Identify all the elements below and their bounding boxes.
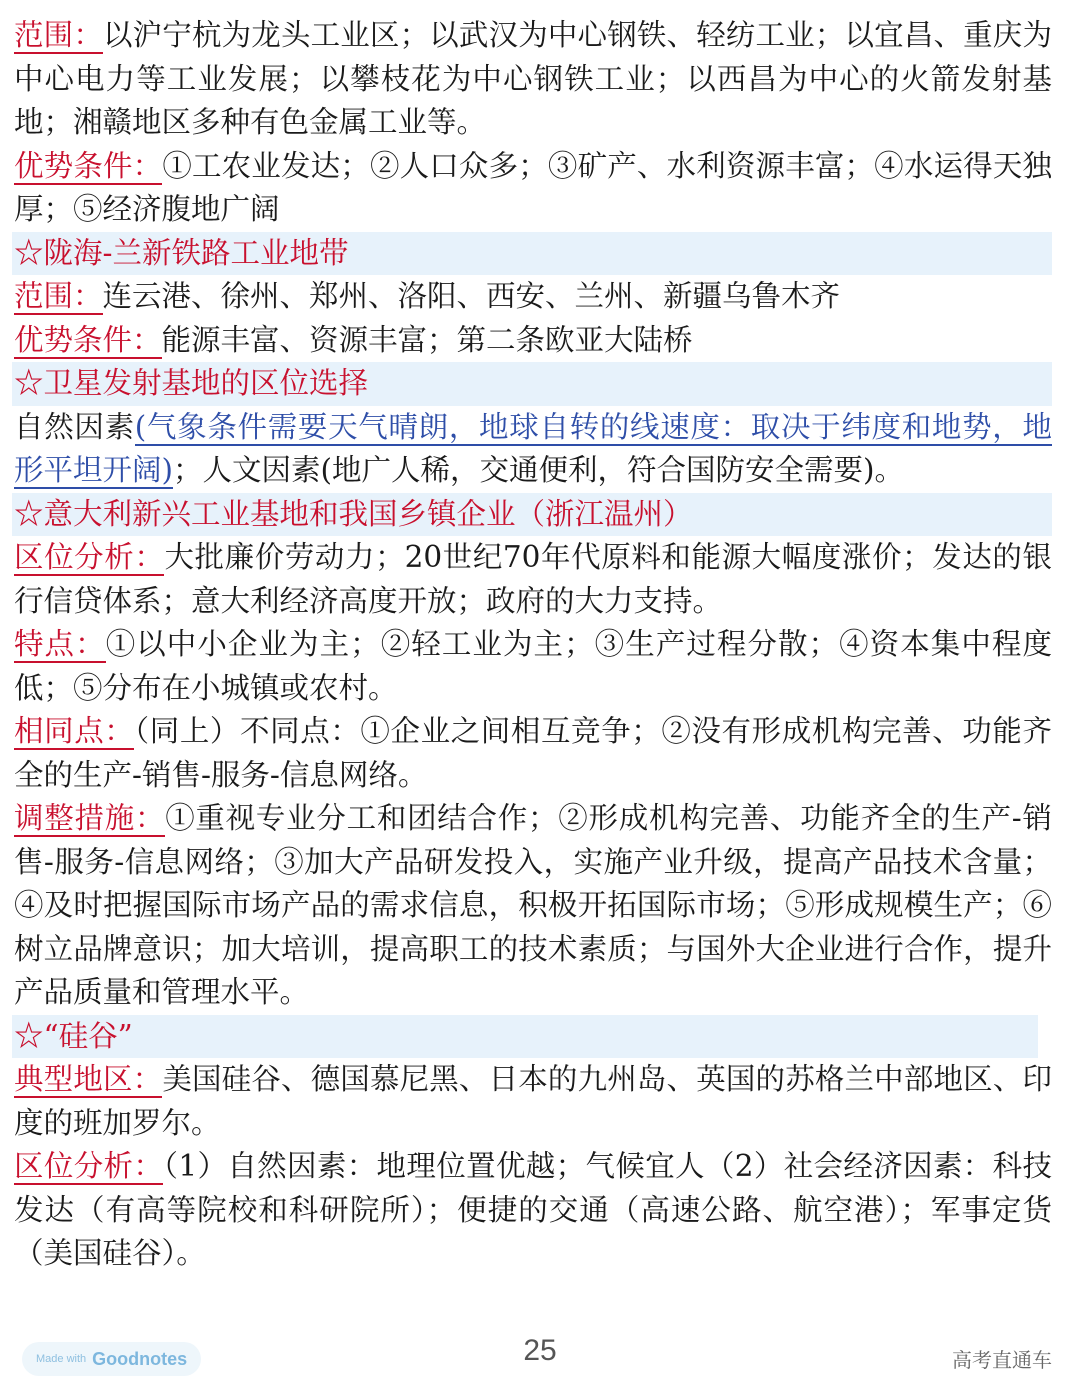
- label-advantage: 优势条件：: [14, 322, 162, 357]
- advantage-paragraph-1: [12, 145, 1052, 232]
- location-analysis-paragraph-1: [12, 536, 1052, 623]
- watermark: 高考直通车: [952, 1348, 1052, 1372]
- location-analysis-paragraph-2: [12, 1145, 1052, 1276]
- similarity-paragraph: [12, 710, 1052, 797]
- label-measures: 调整措施：: [14, 801, 166, 835]
- human-factor-text: ；人文因素(地广人稀，交通便利，符合国防安全需要)。: [173, 453, 905, 487]
- star-icon: ☆: [14, 496, 44, 531]
- star-icon: ☆: [14, 235, 44, 270]
- label-scope: 范围：: [14, 18, 103, 52]
- location-analysis-text: （1）自然因素：地理位置优越；气候宜人（2）社会经济因素：科技发达（有高等院校和科研院所）；便捷的交通（高速公路、航空港）；军事定货（美国硅谷）。: [14, 1149, 1052, 1270]
- heading-italy-township: [12, 493, 1052, 537]
- features-text: ①以中小企业为主；②轻工业为主；③生产过程分散；④资本集中程度低；⑤分布在小城镇或农村。: [14, 627, 1052, 705]
- star-icon: ☆: [14, 366, 44, 400]
- heading-text: 陇海-兰新铁路工业地带: [43, 235, 349, 270]
- label-scope: 范围：: [14, 279, 103, 313]
- scope-text: 连云港、徐州、郑州、洛阳、西安、兰州、新疆乌鲁木齐: [102, 279, 841, 313]
- heading-satellite-launch: [12, 362, 1052, 406]
- label-features: 特点：: [14, 627, 106, 661]
- typical-regions-paragraph: [12, 1058, 1052, 1145]
- features-paragraph: [12, 623, 1052, 710]
- badge-brand: Goodnotes: [92, 1348, 188, 1369]
- location-analysis-text: 大批廉价劳动力；20世纪70年代原料和能源大幅度涨价；发达的银行信贷体系；意大利经济高度开放；政府的大力支持。: [14, 540, 1052, 618]
- heading-silicon-valley: [12, 1015, 1038, 1059]
- advantage-paragraph-2: [12, 319, 1052, 363]
- scope-paragraph-1: [12, 14, 1052, 145]
- heading-longhai-lanxin: [12, 232, 1052, 276]
- notes-page: [12, 14, 1052, 1276]
- label-similarity: 相同点：: [14, 714, 135, 748]
- label-typical-regions: 典型地区：: [14, 1062, 163, 1096]
- natural-factor-text: 自然因素: [14, 409, 135, 444]
- page-footer: [0, 1330, 1080, 1380]
- measures-paragraph: [12, 797, 1052, 1015]
- heading-text: 意大利新兴工业基地和我国乡镇企业（浙江温州）: [43, 496, 693, 531]
- label-location-analysis: 区位分析：: [14, 540, 165, 574]
- heading-text: “硅谷”: [43, 1018, 133, 1053]
- scope-text: 以沪宁杭为龙头工业区；以武汉为中心钢铁、轻纺工业；以宜昌、重庆为中心电力等工业发展；以攀枝花为中心钢铁工业；以西昌为中心的火箭发射基地；湘赣地区多种有色金属工业等。: [14, 18, 1052, 139]
- label-location-analysis: 区位分析：: [14, 1149, 164, 1183]
- similarity-text: （同上）不同点：①企业之间相互竞争；②没有形成机构完善、功能齐全的生产-销售-服务-信息网络。: [14, 714, 1052, 792]
- satellite-factors-paragraph: [12, 406, 1052, 493]
- natural-factor-note: (气象条件需要天气晴朗，地球自转的线速度：取决于纬度和地势，地形平坦开阔): [14, 409, 1052, 487]
- badge-made-with: Made with: [36, 1353, 87, 1365]
- label-advantage: 优势条件：: [14, 148, 163, 183]
- scope-paragraph-2: [12, 275, 1052, 319]
- advantage-text: ①工农业发达；②人口众多；③矿产、水利资源丰富；④水运得天独厚；⑤经济腹地广阔: [14, 148, 1052, 226]
- star-icon: ☆: [14, 1018, 44, 1053]
- heading-text: 卫星发射基地的区位选择: [43, 366, 369, 400]
- typical-regions-text: 美国硅谷、德国慕尼黑、日本的九州岛、英国的苏格兰中部地区、印度的班加罗尔。: [14, 1062, 1052, 1140]
- page-number: 25: [523, 1334, 557, 1367]
- advantage-text: 能源丰富、资源丰富；第二条欧亚大陆桥: [161, 322, 693, 357]
- measures-text: ①重视专业分工和团结合作；②形成机构完善、功能齐全的生产-销售-服务-信息网络；③加大产品研发投入，实施产业升级，提高产品技术含量；④及时把握国际市场产品的需求信息，积极开拓国际市场；⑤形成规模生产；⑥树立品牌意识；加大培训，提高职工的技术素质；与国外大企业进行合作，提升产品质量和管理水平。: [14, 801, 1052, 1009]
